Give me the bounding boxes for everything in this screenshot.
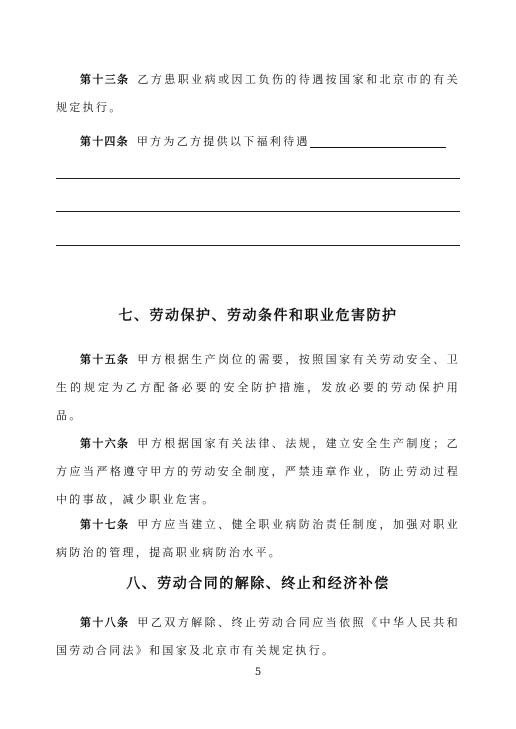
article-16-label: 第十六条 <box>80 437 130 450</box>
article-13-label: 第十三条 <box>80 73 130 86</box>
article-15-text: 甲方根据生产岗位的需要，按照国家有关劳动安全、卫生的规定为乙方配备必要的安全防护措施，发放必要的劳动保护用品。 <box>56 353 460 422</box>
article-18-text: 甲乙双方解除、终止劳动合同应当依照《中华人民共和国劳动合同法》和国家及北京市有关规定执行。 <box>56 616 460 657</box>
article-15 <box>56 346 460 430</box>
article-17-text: 甲方应当建立、健全职业病防治责任制度，加强对职业病防治的管理，提高职业病防治水平。 <box>56 518 460 559</box>
article-13 <box>56 66 460 122</box>
fill-in-line <box>310 133 446 148</box>
article-15-label: 第十五条 <box>80 353 130 366</box>
fill-in-line <box>56 178 460 179</box>
article-18-label: 第十八条 <box>80 616 130 629</box>
article-14-label: 第十四条 <box>80 135 129 148</box>
article-17 <box>56 511 460 567</box>
article-16-text: 甲方根据国家有关法律、法规，建立安全生产制度；乙方应当严格遵守甲方的劳动安全制度，严禁违章作业，防止劳动过程中的事故，减少职业危害。 <box>56 437 460 506</box>
article-14 <box>56 128 460 156</box>
article-14-text: 甲方为乙方提供以下福利待遇 <box>136 135 310 148</box>
article-13-text: 乙方患职业病或因工负伤的待遇按国家和北京市的有关规定执行。 <box>56 73 460 114</box>
page-number: 5 <box>254 667 262 678</box>
article-18 <box>56 609 460 665</box>
article-17-label: 第十七条 <box>80 518 130 531</box>
fill-in-line <box>56 211 460 212</box>
article-16 <box>56 430 460 514</box>
fill-in-line <box>56 245 460 246</box>
section-heading-7: 七、劳动保护、劳动条件和职业危害防护 <box>118 308 398 324</box>
section-heading-8: 八、劳动合同的解除、终止和经济补偿 <box>126 576 390 592</box>
